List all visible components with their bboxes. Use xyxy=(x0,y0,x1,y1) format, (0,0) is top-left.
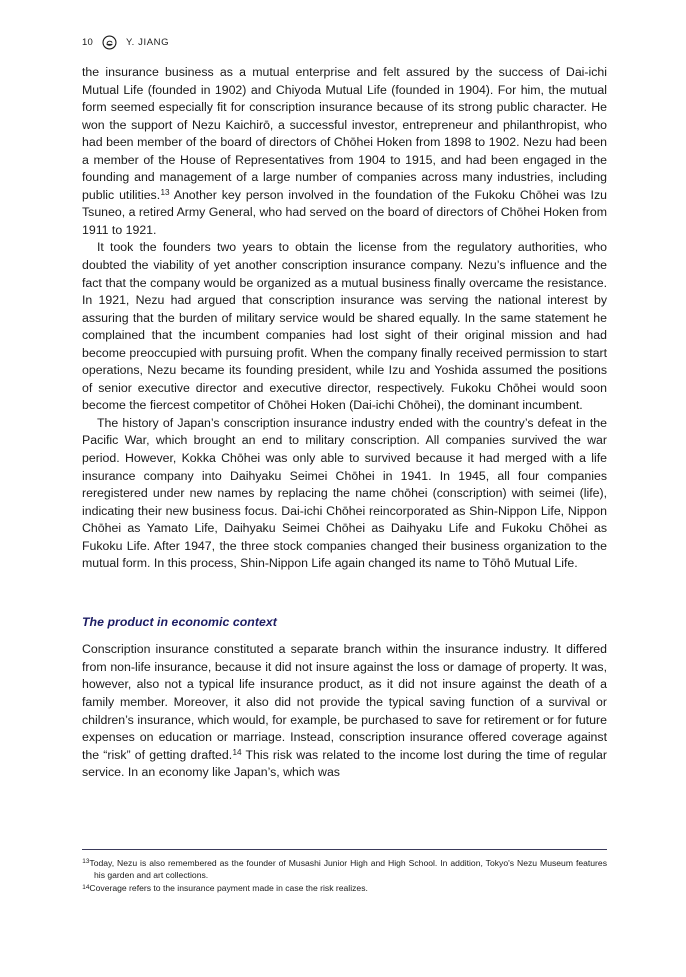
footnote-separator-rule xyxy=(82,849,607,850)
body-paragraph xyxy=(82,641,607,781)
text-column xyxy=(82,64,607,782)
paragraph-text: Conscription insurance constituted a separate branch within the insurance industry. It differed from non-life insurance, because it did not insure against the loss or damage of property. It was, however, also not a typical life insurance product, as it did not insure against the death of a family member. Moreover, it also did not provide the typical saving function of a survival or children’s insurance, which would, for example, be purchased to save for retirement or for future expenses on education or marriage. Instead, conscription insurance offered coverage against the “risk” of getting drafted. xyxy=(82,642,607,762)
body-paragraph xyxy=(82,415,607,573)
footnote-number: 13 xyxy=(82,858,90,866)
footnote-item xyxy=(82,857,607,881)
paragraph-text-cont: Another key person involved in the foundation of the Fukoku Chōhei was Izu Tsuneo, a retired Army General, who had served on the board of directors of Chōhei Hoken from 1911 to 1921. xyxy=(82,187,607,237)
paragraph-text: the insurance business as a mutual enterprise and felt assured by the success of Dai-ichi Mutual Life (founded in 1902) and Chiyoda Mutual Life (founded in 1904). For him, the mutual form seemed especially fit for conscription insurance because of its strong public character. He won the support of Nezu Kaichirō, a successful investor, entrepreneur and philanthropist, who had been member of the board of directors of Chōhei Hoken from 1898 to 1902. Nezu had been a member of the House of Representatives from 1904 to 1915, and had been engaged in the founding and management of a large number of companies across many industries, including public utilities. xyxy=(82,65,607,202)
section-heading: The product in economic context xyxy=(82,614,277,629)
footnote-text: Coverage refers to the insurance payment made in case the risk realizes. xyxy=(89,883,368,894)
footnote-item xyxy=(82,882,607,894)
footnote-marker: 13 xyxy=(160,188,170,198)
publisher-circle-logo-icon xyxy=(102,35,117,50)
paragraph-text-cont: This risk was related to the income lost during the time of regular service. In an economy like Japan’s, which was xyxy=(82,747,607,780)
body-paragraph xyxy=(82,64,607,239)
footnote-text: Today, Nezu is also remembered as the founder of Musashi Junior High and High School. In addition, Tokyo's Nezu Museum features his garden and art collections. xyxy=(89,858,607,881)
page-number: 10 xyxy=(82,36,93,48)
spacer xyxy=(82,631,607,641)
paragraph-text: It took the founders two years to obtain the license from the regulatory authorities, who doubted the viability of yet another conscription insurance company. Nezu’s influence and the fact that the company would be organized as a mutual business finally overcame the resistance. In 1921, Nezu had argued that conscription insurance was serving the national interest by assuring that the burden of military service would be shared equally. In the same statement he complained that the incumbent companies had lost sight of their original mission and had become preoccupied with pursuing profit. When the company finally received permission to start operations, Nezu became its founding president, while Izu and Yoshida assumed the positions of senior executive director and executive director, respectively. Fukoku Chōhei would soon become the fiercest competitor of Chōhei Hoken (Dai-ichi Chōhei), the dominant incumbent. xyxy=(82,240,607,413)
body-paragraph xyxy=(82,239,607,414)
footnote-marker: 14 xyxy=(232,748,242,758)
footnote-area xyxy=(82,849,607,895)
spacer xyxy=(82,573,607,614)
footnote-number: 14 xyxy=(82,883,90,891)
running-head-author: Y. JIANG xyxy=(125,36,170,48)
paragraph-text: The history of Japan’s conscription insurance industry ended with the country’s defeat in the Pacific War, which brought an end to military conscription. All companies survived the war period. However, Kokka Chōhei was only able to survived because it had merged with a life insurance company into Daihyaku Seimei Chōhei in 1941. In 1945, all four companies reregistered under new names by replacing the name chōhei (conscription) with seimei (life), indicating their new business focus. Dai-ichi Chōhei reincorporated as Shin-Nippon Life, Nippon Chōhei as Yamato Life, Daihyaku Seimei Chōhei as Daihyaku Life and Fukoku Chōhei as Fukoku Life. After 1947, the three stock companies changed their business organization to the mutual form. In this process, Shin-Nippon Life again changed its name to Tōhō Mutual Life. xyxy=(82,415,607,571)
running-head xyxy=(82,33,607,51)
